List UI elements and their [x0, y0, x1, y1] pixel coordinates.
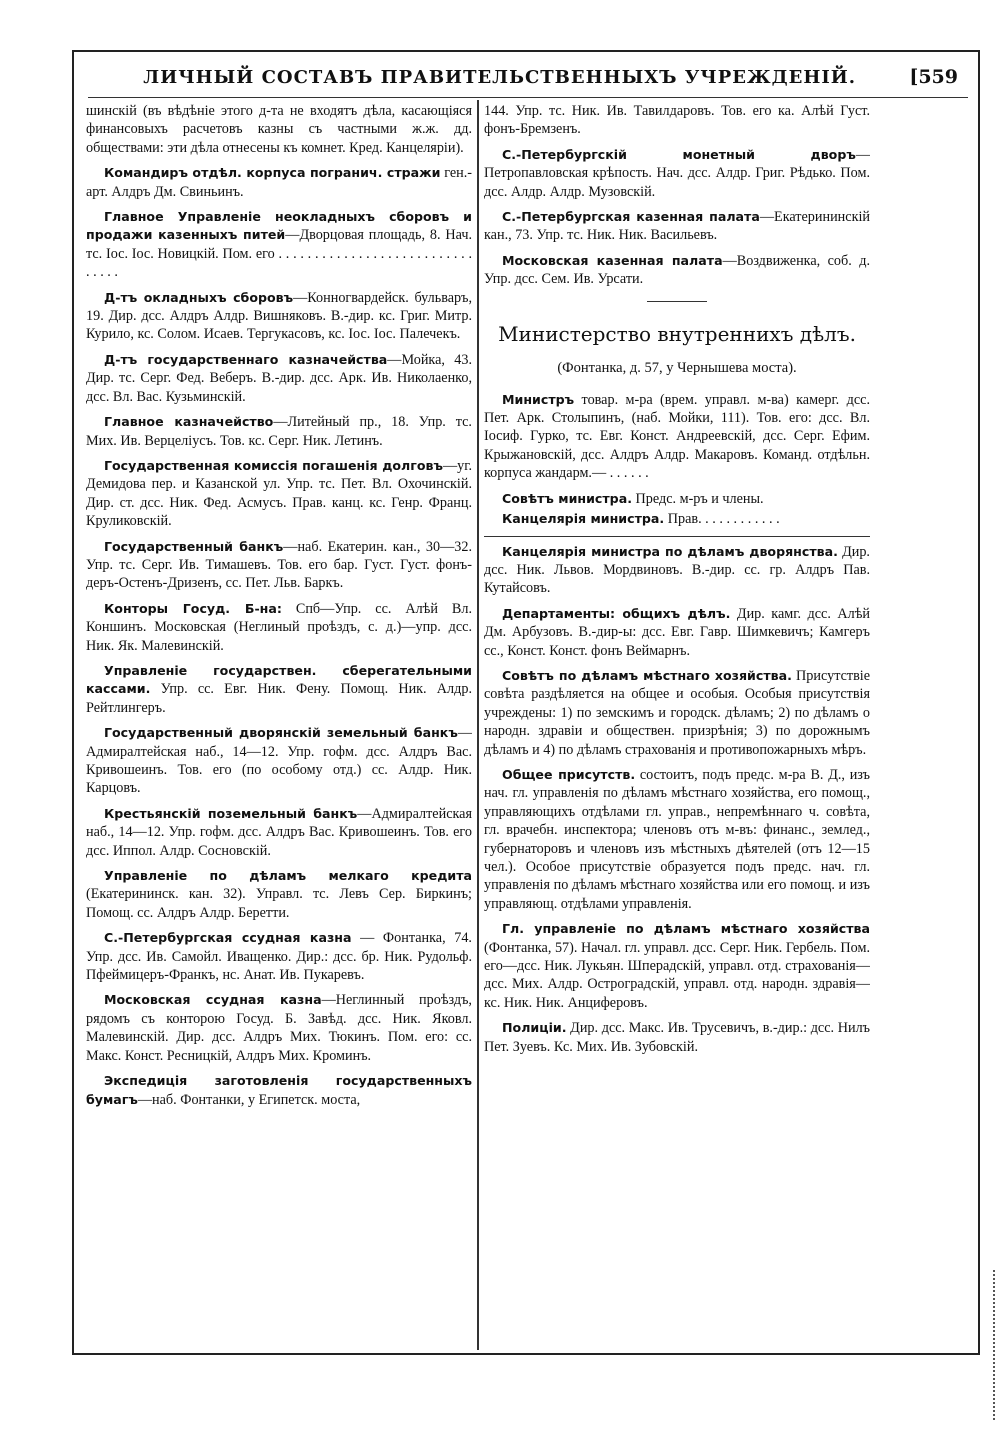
entry-text: —Неглинный проѣздъ, рядомъ съ конторою Госуд. Б. Завѣд. дсс. Ник. Яковл. Малевинскій. Дир. дсс. Алдръ Мих. Тюкинъ. Пом. его: сс. Макс. Конст. Ресницкій, Алдръ Мих. Кроминъ. — [86, 992, 472, 1064]
entry-heading: Управленіе государствен. сберегательными кассами. — [86, 662, 472, 697]
entry-left-9 — [86, 662, 472, 717]
entry-left-4 — [86, 351, 472, 406]
entry-left-6 — [86, 457, 472, 531]
entry-heading: С.-Петербургскій монетный дворъ — [502, 146, 856, 162]
entry-left-10 — [86, 724, 472, 798]
entry-text: —Воздвиженка, соб. д. Упр. дсс. Сем. Ив. Урсати. — [484, 252, 870, 288]
page-header — [90, 60, 970, 94]
entry-left-8 — [86, 600, 472, 655]
entry-right-1 — [484, 146, 870, 201]
section-separator — [647, 301, 707, 302]
entry-left-3 — [86, 289, 472, 344]
scan-edge-mark — [993, 1270, 998, 1420]
entry-text: товар. м-ра (врем. управл. м-ва) камерг. дсс. Пет. Арк. Столыпинъ, (наб. Мойки, 111). Тов. его: дсс. Вл. Іосиф. Гурко, тс. Евг. Конст. Андреевскій, дсс. Серг. Ефим. Крыжановскій, дсс. Алдръ Алдр. Макаровъ. Команд. отдѣльн. корпуса жандарм.— . . . . . . — [484, 391, 870, 482]
entry-right-4 — [484, 391, 870, 483]
entry-heading: Московская казенная палата — [502, 252, 723, 268]
entry-right-8 — [484, 605, 870, 660]
header-rule — [88, 97, 968, 98]
entry-text: (Фонтанка, 57). Начал. гл. управл. дсс. Серг. Ник. Гербель. Пом. его—дсс. Ник. Лукьян. Шперадскій, управл. отд. страхованія—дсс. Мих. Алдр. Остроградскій, управл. отд. народн. здравія—кс. Ник. Ник. Анциферовъ. — [484, 939, 870, 1011]
entry-heading: Канцелярія министра по дѣламъ дворянства. — [502, 543, 838, 559]
entry-heading: С.-Петербургская ссудная казна — [104, 930, 352, 946]
entry-right-7 — [484, 543, 870, 598]
entry-heading: Главное казначейство — [104, 414, 274, 430]
entry-heading: С.-Петербургская казенная палата — [502, 209, 760, 225]
entry-left-11 — [86, 805, 472, 860]
entry-left-15 — [86, 1072, 472, 1109]
entry-text: — Фонтанка, 74. Упр. дсс. Ив. Самойл. Иващенко. Дир.: дсс. бр. Ник. Рудольф. Пфеймицеръ-Франкъ, нс. Анат. Ив. Пукаревъ. — [86, 930, 472, 984]
entry-heading: Крестьянскій поземельный банкъ — [104, 805, 358, 821]
entry-right-6 — [484, 510, 870, 528]
entry-left-1 — [86, 164, 472, 201]
entry-heading: Конторы Госуд. Б-на: — [104, 600, 282, 616]
entry-heading: Гл. управленіе по дѣламъ мѣстнаго хозяйства — [502, 921, 870, 937]
right-column — [484, 102, 870, 1347]
page-title: ЛИЧНЫЙ СОСТАВЪ ПРАВИТЕЛЬСТВЕННЫХЪ УЧРЕЖДЕНІЙ. — [143, 66, 857, 88]
entry-text: Присутствіе совѣта раздѣляется на общее и особыя. Особыя присутствія учреждены: 1) по земскимъ и городск. дѣламъ; 2) по дѣламъ о народн. здравіи и обществен. призрѣнія; 3) по дорожнымъ дѣламъ и 4) по дѣламъ страхованія и противопожарныхъ мѣръ. — [484, 667, 870, 758]
entry-text: —Адмиралтейская наб., 14—12. Упр. гофм. дсс. Алдръ Вас. Кривошеинъ. Тов. его (по особому отд.) сс. Алдр. Ник. Карцовъ. — [86, 725, 472, 797]
entry-text: Упр. сс. Евг. Ник. Фену. Помощ. Ник. Алдр. Рейтлингеръ. — [86, 681, 472, 716]
entry-heading: Главное Управленіе неокладныхъ сборовъ и продажи казенныхъ питей — [86, 209, 472, 243]
entry-heading: Московская ссудная казна — [104, 992, 322, 1008]
entry-text: Предс. м-ръ и члены. — [631, 490, 764, 507]
entry-left-2 — [86, 208, 472, 282]
entry-text: —Петропавловская крѣпость. Нач. дсс. Алдр. Григ. Рѣдько. Пом. дсс. Алдр. Алдр. Музовскій. — [484, 146, 870, 200]
entry-right-9 — [484, 667, 870, 759]
entry-heading: Государственный дворянскій земельный банкъ — [104, 725, 458, 741]
entry-right-2 — [484, 208, 870, 245]
entry-text: Спб—Упр. сс. Алѣй Вл. Коншинъ. Московская (Неглиный проѣздъ, с. д.)—упр. дсс. Ник. Як. Малевинскій. — [86, 600, 472, 654]
column-rule — [484, 536, 870, 537]
entry-left-7 — [86, 538, 472, 593]
entry-right-12 — [484, 1019, 870, 1056]
entry-heading: Канцелярія министра. — [502, 511, 665, 527]
entry-heading: Командиръ отдѣл. корпуса погранич. стражи — [104, 165, 441, 181]
entry-heading: Государственный банкъ — [104, 538, 284, 554]
entry-text: (Екатерининск. кан. 32). Управл. тс. Левъ Сер. Биркинъ; Помощ. сс. Алдръ Алдр. Беретти. — [86, 886, 472, 921]
entry-left-14 — [86, 991, 472, 1065]
column-divider — [477, 100, 479, 1350]
entry-heading: Управленіе по дѣламъ мелкаго кредита — [104, 868, 472, 884]
entry-text: Дир. дсс. Макс. Ив. Трусевичъ, в.-дир.: дсс. Нилъ Пет. Зуевъ. Кс. Мих. Ив. Зубовскій. — [484, 1020, 870, 1055]
entry-heading: Д-тъ окладныхъ сборовъ — [104, 289, 294, 305]
entry-heading: Министръ — [502, 391, 575, 407]
entry-heading: Общее присутств. — [502, 766, 636, 782]
entry-text: —Мойка, 43. Дир. тс. Серг. Фед. Веберъ. В.-дир. дсс. Арк. Ив. Николаенко, дсс. Вл. Вас. Кузьминскій. — [86, 351, 472, 405]
entry-left-5 — [86, 413, 472, 450]
entry-text: Дир. дсс. Ник. Львов. Мордвиновъ. В.-дир. сс. гр. Алдръ Пав. Кутайсовъ. — [484, 543, 870, 597]
entry-text: шинскій (въ вѣдѣніе этого д-та не входятъ дѣла, касающіяся финансовыхъ расчетовъ казны съ частными ж.ж. дд. обществами: эти дѣла отнесены къ комнет. Кред. Канцеляріи). — [86, 103, 472, 156]
entry-text: —Адмиралтейская наб., 14—12. Упр. гофм. дсс. Алдръ Вас. Кривошеинъ. Тов. его дсс. Иппол. Алдр. Сосновскій. — [86, 805, 472, 859]
entry-text: ген.-арт. Алдръ Дм. Свиньинъ. — [86, 165, 472, 200]
entry-text: —уг. Демидова пер. и Казанской ул. Упр. тс. Пет. Вл. Охочинскій. Дир. ст. дсс. Ник. Фед. Асмусъ. Прав. канц. кс. Генр. Франц. Круликовскій. — [86, 457, 472, 530]
entry-heading: Экспедиція заготовленія государственныхъ бумагъ — [86, 1073, 472, 1107]
entry-left-13 — [86, 929, 472, 984]
entry-text: состоитъ, подъ предс. м-ра В. Д., изъ нач. гл. управленія по дѣламъ мѣстнаго хозяйства, его помощ., управляющихъ отдѣлами гл. управ., непремѣннаго ч. совѣта, гл. врачебн. инспектора; членовъ отъ м-въ: финанс., землед., губернаторовъ и членовъ изъ мѣстныхъ дѣятелей (отъ 12—15 чел.). Особое присутствіе образуется подъ предс. нач. гл. управленія по дѣламъ мѣстнаго хозяйства или его помощ. и изъ управляющ. отдѣлами управленія. — [484, 766, 870, 912]
entry-text: —Екатерининскій кан., 73. Упр. тс. Ник. Ник. Васильевъ. — [484, 209, 870, 244]
entry-right-5 — [484, 490, 870, 508]
left-column — [86, 102, 472, 1347]
ministry-address: (Фонтанка, д. 57, у Чернышева моста). — [557, 359, 797, 376]
entry-right-3 — [484, 252, 870, 289]
entry-text: 144. Упр. тс. Ник. Ив. Тавилдаровъ. Тов. его ка. Алѣй Густ. фонъ-Бремзенъ. — [484, 103, 870, 138]
entry-text: —наб. Фонтанки, у Египетск. моста, — [137, 1091, 361, 1108]
entry-heading: Департаменты: общихъ дѣлъ. — [502, 605, 731, 621]
entry-text: —Дворцовая площадь, 8. Нач. тс. Іос. Іос. Новицкій. Пом. его . . . . . . . . . . . . . . . . . . . . . . . . . . . . . . . . — [86, 227, 472, 281]
entry-heading: Д-тъ государственнаго казначейства — [104, 351, 388, 367]
entry-text: —Литейный пр., 18. Упр. тс. Мих. Ив. Верцеліусъ. Тов. кс. Серг. Ник. Летинъ. — [86, 414, 472, 449]
entry-heading: Совѣтъ министра. — [502, 490, 632, 506]
entry-text: —Конногвардейск. бульваръ, 19. Дир. дсс. Алдръ Алдр. Вишняковъ. В.-дир. кс. Григ. Митр. Курило, кс. Солом. Исаев. Тергукасовъ, кс. Іос. Іос. Палечекъ. — [86, 289, 472, 343]
entry-left-12 — [86, 867, 472, 922]
entry-text: —наб. Екатерин. кан., 30—32. Упр. тс. Серг. Ив. Тимашевъ. Тов. его бар. Густ. Густ. фонъ-деръ-Остенъ-Дризенъ, сс. Пет. Льв. Баркъ. — [86, 538, 472, 592]
entry-heading: Государственная комиссія погашенія долговъ — [104, 457, 443, 473]
entry-right-11 — [484, 920, 870, 1012]
entry-heading: Полиціи. — [502, 1020, 567, 1036]
entry-left-0 — [86, 102, 472, 157]
entry-right-10 — [484, 766, 870, 913]
entry-text: Дир. камг. дсс. Алѣй Дм. Арбузовъ. В.-дир-ы: дсс. Евг. Гавр. Шимкевичъ; Камгеръ сс., Конст. Конст. фонъ Веймарнъ. — [484, 605, 870, 659]
entry-heading: Совѣтъ по дѣламъ мѣстнаго хозяйства. — [502, 667, 792, 683]
ministry-title: Министерство внутреннихъ дѣлъ. — [498, 321, 856, 346]
page-number: [559 — [909, 66, 958, 88]
entry-text: Прав. . . . . . . . . . . . — [664, 511, 780, 528]
entry-right-0 — [484, 102, 870, 139]
